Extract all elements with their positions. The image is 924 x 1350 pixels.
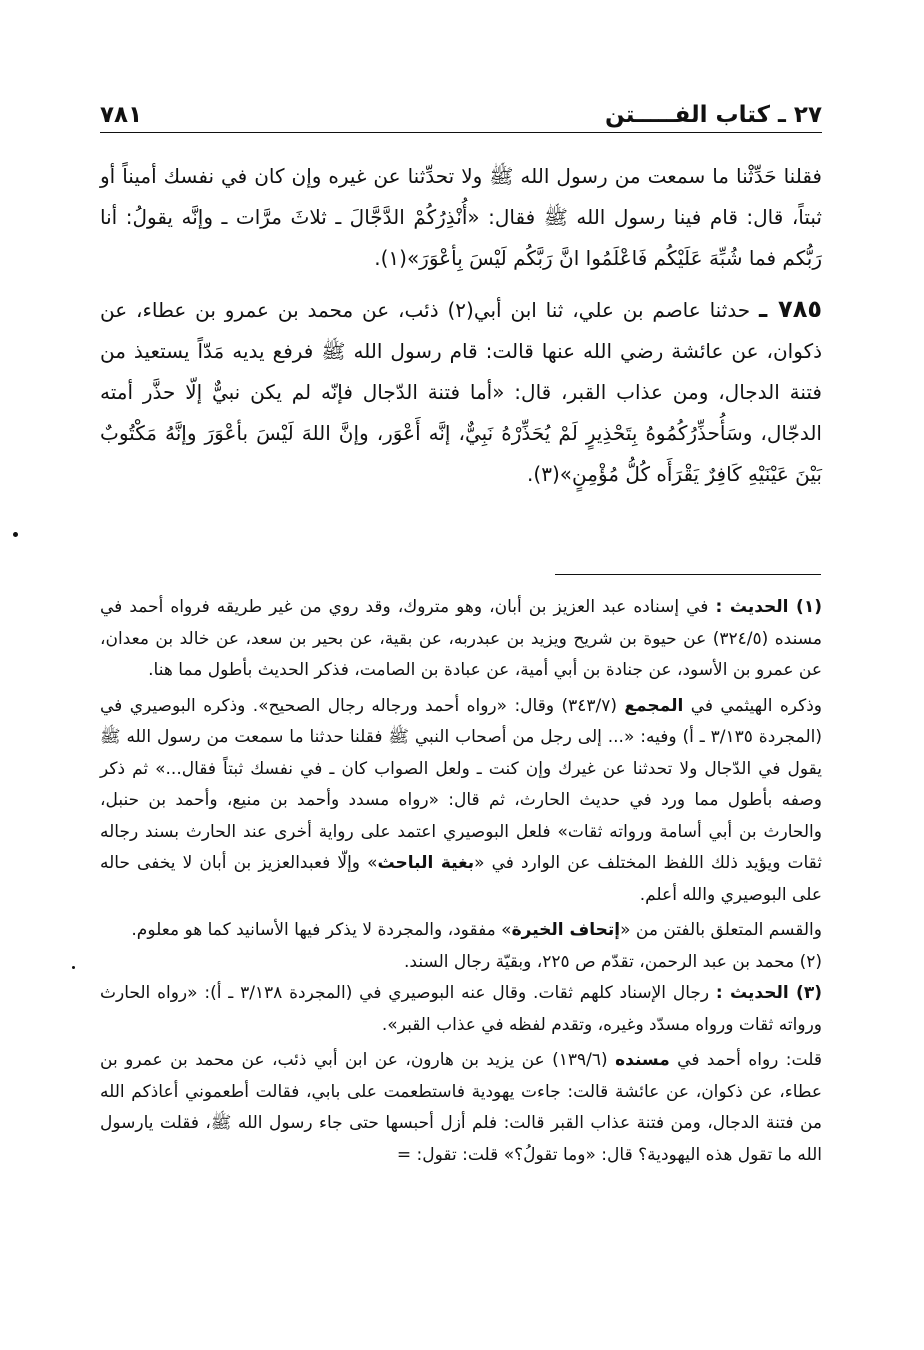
footnote-1-paragraph-2 xyxy=(100,691,822,912)
fn1-c-bold: إتحاف الخيرة xyxy=(511,920,621,940)
fn1-b-text: (٣٤٣/٧) وقال: «رواه أحمد ورجاله رجال الصحيح». وذكره البوصيري في (المجردة ٣/١٣٥ ـ أ) وفيه: «... إلى رجل من أصحاب النبي ﷺ فقلنا حدثنا ما سمعت من رسول الله ﷺ يقول في الدّجال ولا تحدثنا عن غيرك وإن كنت ـ ولعل الصواب كان ـ في نفسك ثبتاً فقال...» ثم ذكر وصفه بأطول مما ورد في حديث الحارث، ثم قال: «رواه مسدد وأحمد بن منيع، وأحمد بن حنبل، والحارث بن أبي أسامة ورواته ثقات» فلعل البوصيري اعتمد على رواية أخرى عند الحارث بسند رجاله ثقات ويؤيد ذلك اللفظ المختلف عن الوارد في « xyxy=(100,695,822,873)
fn3-b-text: (١٣٩/٦) عن يزيد بن هارون، عن ابن أبي ذئب، عن محمد بن عمرو بن عطاء، عن ذكوان، عن عائشة قالت: جاءت يهودية فاستطعمت على بابي، فقالت أطعموني أعاذكم الله من فتنة الدجال، ومن فتنة عذاب القبر قالت: فلم أزل أحبسها حتى جاء رسول الله ﷺ، فقلت يارسول الله ما تقول هذه اليهودية؟ قال: «وما تقولُ؟» قلت: تقول: = xyxy=(100,1050,822,1165)
fn3-b-pre: قلت: رواه أحمد في xyxy=(677,1050,822,1070)
fn1-c-pre: والقسم المتعلق بالفتن من « xyxy=(620,920,822,940)
footnote-3-text: رجال الإسناد كلهم ثقات. وقال عنه البوصيري في (المجردة ٣/١٣٨ ـ أ): «رواه الحارث ورواته ثقات ورواه مسدّد وغيره، وتقدم لفظه في عذاب القبر». xyxy=(100,983,822,1035)
main-text xyxy=(100,156,822,495)
footnote-1-label: (١) الحديث : xyxy=(715,597,822,617)
fn1-b-bold2: بغية الباحث xyxy=(377,853,475,873)
fn1-b-bold: المجمع xyxy=(624,695,684,716)
page-number: ٧٨١ xyxy=(100,102,143,128)
fn3-b-bold: مسنده xyxy=(615,1050,670,1070)
hadith-785 xyxy=(100,289,822,495)
hadith-785-text: حدثنا عاصم بن علي، ثنا ابن أبي(٢) ذئب، عن محمد بن عمرو بن عطاء، عن ذكوان، عن عائشة رضي الله عنها قالت: قام رسول الله ﷺ فرفع يديه مَدّاً يستعيذ من فتنة الدجال، ومن عذاب القبر، قال: «أما فتنة الدّجال فإنّه لم يكن نبيٌّ إلّا حذَّر أمته الدجّال، وسَأُحذِّرُكُمُوهُ بِتَحْذِيرٍ لَمْ يُحَذِّرْهُ نَبِيٌّ، إنَّه أَعْوَر، وإنَّ اللهَ لَيْسَ بأعْوَرَ وإنَّهُ مَكْتُوبٌ بَيْنَ عَيْنَيْهِ كَافِرٌ يَقْرَأَه كُلُّ مُؤْمِنٍ»(٣). xyxy=(100,298,822,486)
footnote-separator xyxy=(555,574,821,575)
footnotes xyxy=(100,592,822,1171)
footnote-1 xyxy=(100,592,822,687)
footnote-1-text: في إسناده عبد العزيز بن أبان، وهو متروك، وقد روي من غير طريقه فرواه أحمد في مسنده (٣٢٤/٥) عن حيوة بن شريح ويزيد بن عبدربه، عن بقية، عن بحير بن سعد، عن خالد بن معدان، عن عمرو بن الأسود، عن جنادة بن أبي أمية، عن عبادة بن الصامت، فذكر الحديث بأطول مما هنا. xyxy=(100,597,822,680)
footnote-3-paragraph-2 xyxy=(100,1045,822,1171)
fn1-b-pre: وذكره الهيثمي في xyxy=(690,695,822,716)
hadith-784-continuation: فقلنا حَدِّثْنا ما سمعت من رسول الله ﷺ ولا تحدِّثنا عن غيره وإن كان في نفسك أميناً أو ثبتاً، قال: قام فينا رسول الله ﷺ فقال: «أُنْذِرُكُمْ الدَّجَّالَ ـ ثلاثَ مرَّات ـ وإنَّه يقولُ: أنا رَبُّكم فما شُبِّهَ عَلَيْكُم فَاعْلَمُوا انَّ رَبَّكُم لَيْسَ بِأعْوَرَ»(١). xyxy=(100,164,822,270)
running-header xyxy=(100,98,822,133)
footnote-3 xyxy=(100,978,822,1041)
footnote-2: (٢) محمد بن عبد الرحمن، تقدّم ص ٢٢٥، وبقيّة رجال السند. xyxy=(404,951,822,972)
hadith-number: ٧٨٥ ـ xyxy=(758,295,822,323)
footnote-3-label: (٣) الحديث : xyxy=(715,983,822,1003)
fn1-c-tail: » مفقود، والمجردة لا يذكر فيها الأسانيد كما هو معلوم. xyxy=(131,920,512,940)
fn1-b-tail: » وإلّا فعبدالعزيز بن أبان لا يخفى حاله على البوصيري والله أعلم. xyxy=(100,853,822,905)
scan-speck xyxy=(13,532,18,537)
chapter-title: ٢٧ ـ كتاب الفـــــتن xyxy=(605,102,822,128)
scan-speck xyxy=(72,966,75,969)
footnote-1-paragraph-3 xyxy=(100,915,822,947)
